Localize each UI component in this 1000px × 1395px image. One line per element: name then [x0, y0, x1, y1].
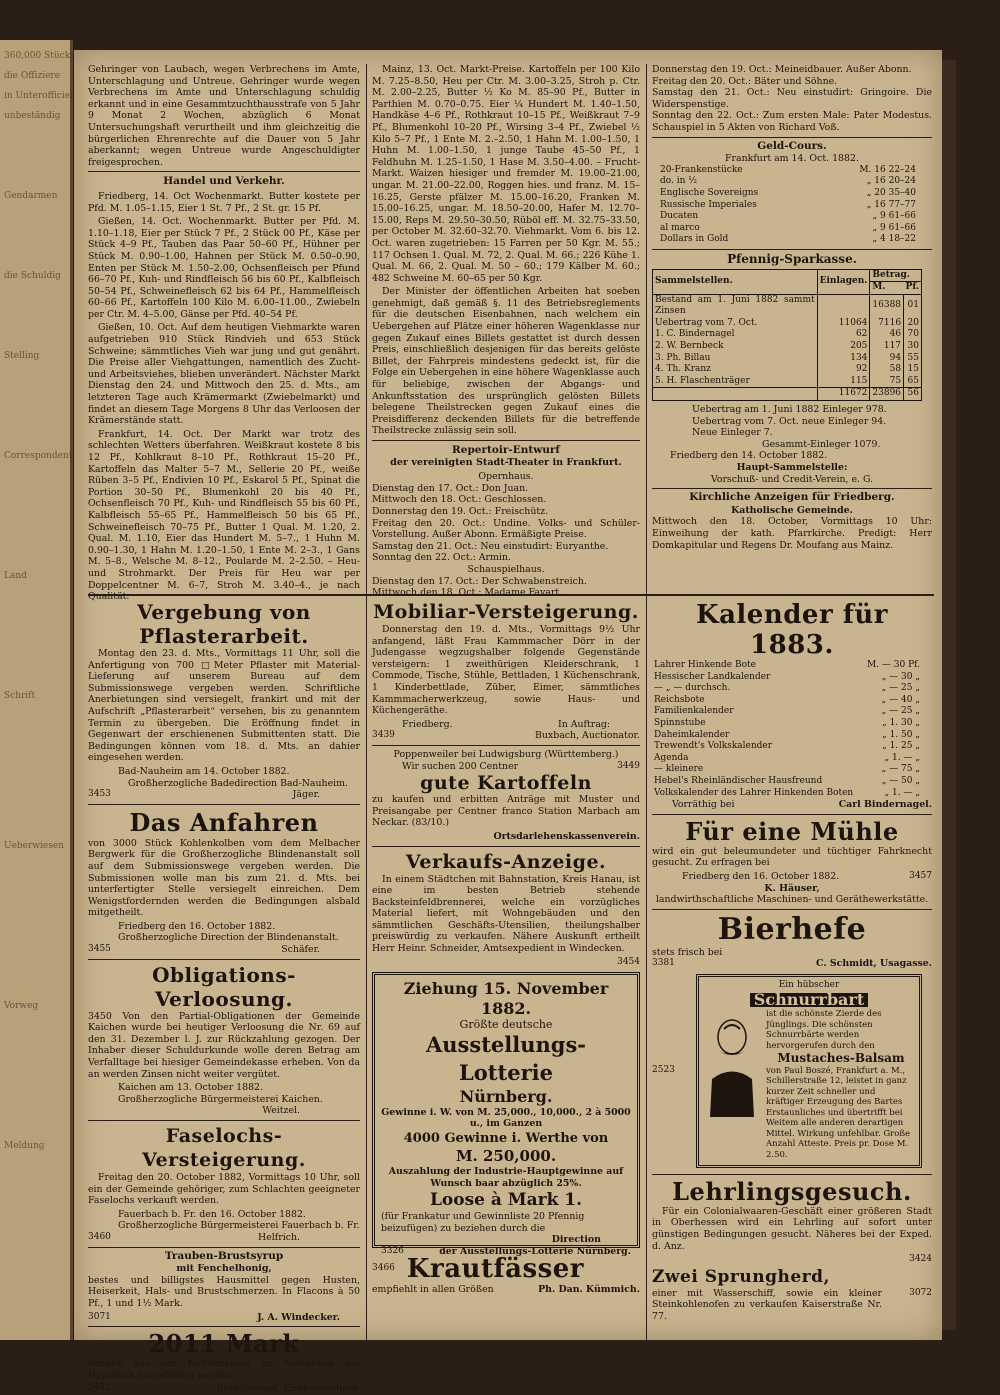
- muehle-date: Friedberg den 16. October 1882.: [682, 870, 840, 882]
- lotterie-amount: M. 250,000.: [455, 1147, 557, 1166]
- kalender-item: — kleinere: [654, 764, 704, 775]
- geld-value: „ 20 35–40: [866, 187, 916, 198]
- newspaper-page: [74, 50, 942, 1395]
- kirchliche-title: Kirchliche Anzeigen für Friedberg.: [689, 491, 895, 504]
- repertoire-title: Repertoir-Entwurf: [452, 444, 560, 456]
- spar-label: Bestand am 1. Juni 1882 sammt Zinsen: [653, 294, 818, 318]
- spar-row: [653, 294, 922, 318]
- divider: [88, 171, 360, 172]
- ad-number: 3071: [88, 1311, 111, 1322]
- kraut-title: Krautfässer: [406, 1254, 585, 1285]
- opern-line: Dienstag den 17. Oct.: Don Juan.: [372, 482, 529, 494]
- haupt-sammelstelle-name: Vorschuß- und Credit-Verein, e. G.: [710, 473, 874, 485]
- lotterie-bestellung: (für Frankatur und Gewinnliste 20 Pfennig beizufügen) zu beziehen durch die: [381, 1211, 585, 1234]
- spar-summary: Uebertrag vom 7. Oct. neue Einleger 94.: [692, 415, 887, 427]
- geld-row: [658, 211, 918, 223]
- trauben-name: J. A. Windecker.: [257, 1311, 340, 1323]
- ads-right-column: [652, 600, 932, 1323]
- obligations-text: 3450 Von den Partial-Obligationen der Gemeinde Kaichen wurde bei heutiger Verloosung die Nr. 69 auf den 31. Dezember l. J. zur Rückzahlung gezogen. Der Inhaber dieser Schuldurkunde wolle deren Betrag am Verfalltage bei hiesiger Gemeindekasse erheben. Von da an werden Zinsen nicht weiter vergütet.: [88, 1010, 360, 1080]
- spar-label: Uebertrag vom 7. Oct.: [653, 318, 818, 330]
- obligations-name: Weitzel.: [262, 1105, 300, 1117]
- kalender-row: [652, 776, 922, 788]
- ad-number: 3466: [372, 1263, 395, 1274]
- column-rule: [646, 64, 647, 594]
- spar-mark: 46: [870, 329, 904, 341]
- pflaster-signatory: Großherzogliche Badedirection Bad-Nauheim.: [128, 777, 349, 789]
- schnurr-top: Ein hübscher: [778, 979, 840, 990]
- spar-label: 4. Th. Kranz: [653, 364, 818, 376]
- spar-pfennig: 30: [907, 341, 919, 352]
- spar-pfennig: 70: [907, 329, 919, 340]
- faselochs-signatory: Großherzogliche Bürgermeisterei Fauerbach b. Fr.: [118, 1220, 360, 1232]
- kalender-table: [652, 660, 922, 799]
- previous-page-edge: 360,000 Stück die Offiziere in Unterofficier unbeständig Gendarmen die Schuldig Stelling Correspondent Land Schrift Ueberwiesen Vorweg Meldung: [0, 40, 73, 1340]
- spar-einlagen: [817, 294, 870, 318]
- kalender-price: „ 1. 50 „: [882, 729, 920, 740]
- theatre-line: Sonntag den 22. Oct.: Zum ersten Male: Pater Modestus. Schauspiel in 5 Akten von Richard Voß.: [652, 110, 932, 133]
- sparkasse-title: Pfennig-Sparkasse.: [727, 251, 857, 266]
- kalender-price: „ — 50 „: [881, 775, 920, 786]
- lotterie-title: Ausstellungs-Lotterie: [426, 1031, 586, 1085]
- sprungherd-title: Zwei Sprungherd,: [652, 1266, 830, 1287]
- lotterie-signatory: der Ausstellungs-Lotterie Nürnberg.: [439, 1246, 631, 1257]
- kalender-price: „ 1. — „: [884, 752, 920, 763]
- divider: [652, 249, 932, 250]
- geld-row: [658, 188, 918, 200]
- theatre-line: Donnerstag den 19. Oct.: Meineidbauer. Außer Abonn.: [652, 64, 912, 75]
- schnurrbart-ad: [696, 974, 922, 1168]
- divider: [652, 1174, 932, 1175]
- mobiliar-title: Mobiliar-Versteigerung.: [373, 601, 639, 623]
- kalender-item: — „ — durchsch.: [654, 683, 731, 694]
- mobiliar-text: Donnerstag den 19. d. Mts., Vormittags 9½ Uhr anfangend, läßt Frau Kammmacher Dörr in der Judengasse wegzugshalber folgende Gegenstände versteigern: 1 zweithürigen Kleiderschrank, 1 Commode, Tische, Stühle, Bettladen, 1 Küchenschrank, 1 Kinderbettlade, Züber, Eimer, sämmtliches Kammmacherwerkzeug, sowie Haus- und Küchengeräthe.: [372, 624, 640, 717]
- bierhefe-name: C. Schmidt, Usagasse.: [816, 958, 932, 970]
- section-heading-trade: Handel und Verkehr.: [163, 175, 285, 188]
- kalender-row: [652, 730, 922, 742]
- geld-cours-table: [658, 165, 918, 246]
- header-pf: Pf.: [905, 282, 919, 293]
- spar-row: [653, 318, 922, 330]
- geld-value: „ 16 20–24: [866, 176, 916, 187]
- divider: [88, 804, 360, 805]
- kalender-price: M. — 30 Pf.: [866, 660, 920, 670]
- faselochs-name: Helfrich.: [258, 1231, 300, 1243]
- kalender-price: „ — 40 „: [881, 694, 920, 705]
- opern-line: Freitag den 20. Oct.: Undine. Volks- und Schüler-Vorstellung. Außer Abonn. Ermäßigte Preise.: [372, 517, 640, 541]
- geld-name: 20-Frankenstücke: [660, 164, 743, 175]
- kalender-row: [652, 695, 922, 707]
- kalender-item: Agenda: [654, 752, 689, 763]
- pflaster-title: Vergebung von Pflasterarbeit.: [137, 600, 311, 648]
- lotterie-auszahlung: Auszahlung der Industrie-Hauptgewinne auf Wunsch baar abzüglich 25%.: [388, 1166, 624, 1189]
- trauben-title: Trauben-Brustsyrup: [164, 1249, 284, 1262]
- geld-name: Dollars in Gold: [660, 234, 729, 245]
- kartoffeln-signatory: Ortsdarlehenskassenverein.: [493, 830, 640, 842]
- mark-name: Bernitheusel, Kirchenrechner.: [216, 1383, 360, 1395]
- muehle-title: Für eine Mühle: [685, 816, 899, 846]
- spar-row: [653, 388, 922, 401]
- lotterie-ad: [372, 972, 640, 1257]
- mark-title: 2011 Mark: [148, 1329, 300, 1359]
- pflaster-date: Bad-Nauheim am 14. October 1882.: [118, 765, 290, 777]
- geld-row: [658, 223, 918, 235]
- obligations-signatory: Großherzogliche Bürgermeisterei Kaichen.: [118, 1093, 323, 1105]
- kraut-text: empfiehlt in allen Größen: [372, 1284, 494, 1296]
- geld-name: al marco: [660, 222, 700, 233]
- column-1: [88, 64, 360, 605]
- kalender-price: „ — 25 „: [881, 683, 920, 694]
- header-sammelstellen: Sammelstellen.: [653, 269, 818, 294]
- anfahren-name: Schäfer.: [281, 944, 320, 956]
- lehrling-title: Lehrlingsgesuch.: [672, 1176, 912, 1206]
- lotterie-city: Nürnberg.: [459, 1086, 553, 1106]
- kalender-item: Spinnstube: [654, 717, 706, 728]
- court-report: Gehringer von Laubach, wegen Verbrechens im Amte, Unterschlagung und Untreue. Gehringer wurde wegen Verbrechens im Amte und Unterschlagung schuldig erkannt und in eine Gesammtzuchthausstrafe von 5 Jahr 9 Monat 2 Wochen, abzüglich 6 Monat Untersuchungshaft verurtheilt und ihm gleichzeitig die bürgerlichen Ehrenrechte auf die Dauer von 5 Jahr aberkannt; wegen Untreue wurde Angeschuldigter freigesprochen.: [88, 64, 360, 168]
- kalender-item: Trewendt's Volkskalender: [654, 741, 773, 752]
- divider: [652, 814, 932, 815]
- lotterie-subtitle: Größte deutsche: [459, 1018, 553, 1032]
- spar-summary: Uebertrag am 1. Juni 1882 Einleger 978.: [692, 404, 887, 416]
- anfahren-title: Das Anfahren: [129, 807, 319, 837]
- spar-pfennig: 01: [907, 300, 919, 311]
- kalender-item: Reichsbote: [654, 694, 705, 705]
- spar-row: [653, 376, 922, 388]
- divider: [88, 1326, 360, 1327]
- trauben-text: bestes und billigstes Hausmittel gegen Husten, Heiserkeit, Hals- und Brustschmerzen. In Flacons à 50 Pf., 1 und 1½ Mark.: [88, 1274, 360, 1309]
- geld-value: „ 9 61–66: [872, 211, 916, 222]
- sprungherd-text: einer mit Wasserschiff, sowie ein kleiner Steinkohlenofen zu verkaufen Kaiserstraße Nr. 77.: [652, 1287, 882, 1323]
- spar-label: 2. W. Bernbeck: [653, 341, 818, 353]
- divider: [652, 137, 932, 138]
- spar-row: [653, 329, 922, 341]
- ad-number: 3072: [909, 1287, 932, 1298]
- column-2: [372, 64, 640, 599]
- poppenweiler-line2: Wir suchen 200 Centner: [402, 760, 519, 772]
- bierhefe-title: Bierhefe: [717, 911, 867, 947]
- kalender-row: [652, 660, 922, 672]
- header-m: M.: [872, 282, 886, 293]
- opernhaus-heading: Opernhaus.: [478, 471, 534, 483]
- trauben-subtitle: mit Fenchelhonig,: [176, 1263, 272, 1275]
- ad-number: 3455: [88, 944, 111, 955]
- kalender-item: Lahrer Hinkende Bote: [654, 660, 756, 670]
- man-portrait-icon: [702, 1009, 762, 1119]
- kalender-row: [652, 753, 922, 765]
- kalender-item: Familienkalender: [654, 706, 734, 717]
- ad-number: 3454: [617, 956, 640, 967]
- spar-label: 1. C. Bindernagel: [653, 329, 818, 341]
- opern-line: Mittwoch den 18. Oct.: Geschlossen.: [372, 494, 547, 506]
- column-rule: [646, 596, 647, 1340]
- kalender-item: Daheimkalender: [654, 729, 730, 740]
- schnurr-balsam: Mustaches-Balsam: [777, 1051, 905, 1066]
- spar-einlagen: 62: [817, 329, 870, 341]
- schnurr-title: Schnurrbart: [750, 993, 868, 1007]
- schau-line: Dienstag den 17. Oct.: Der Schwabenstreich.: [372, 575, 587, 587]
- kraut-name: Ph. Dan. Kümmich.: [538, 1284, 640, 1296]
- ad-number: 3424: [909, 1254, 932, 1265]
- kalender-row: [652, 718, 922, 730]
- pflaster-text: Montag den 23. d. Mts., Vormittags 11 Uhr, soll die Anfertigung von 700 □Meter Pflaster mit Material-Lieferung auf unserem Bureau auf dem Submissionswege vergeben werden. Schriftliche Anerbietungen sind versiegelt, frankirt und mit der Aufschrift „Pflasterarbeit“ versehen, bis zu genanntem Termin zu übergeben. Die Eröffnung findet in Gegenwart der erschienenen Submittenten statt. Die Bedingungen können vom 18. d. Mts. an dahier eingesehen werden.: [88, 648, 360, 764]
- spar-pfennig: 55: [907, 352, 919, 363]
- ad-number: 3452: [88, 1383, 111, 1394]
- kalender-price: „ — 25 „: [881, 706, 920, 717]
- spar-date: Friedberg den 14. October 1882.: [670, 450, 828, 462]
- lotterie-gewinne: Gewinne i. W. von M. 25,000., 10,000., 2 à 5000 u., im Ganzen: [381, 1106, 631, 1130]
- spar-einlagen: 92: [817, 364, 870, 376]
- schauspielhaus-heading: Schauspielhaus.: [467, 563, 545, 575]
- spar-summary: Gesammt-Einleger 1079.: [762, 438, 881, 450]
- spar-row: [653, 341, 922, 353]
- spar-mark: 75: [870, 376, 904, 388]
- geld-cours-date: Frankfurt am 14. Oct. 1882.: [725, 153, 859, 165]
- market-report: Mainz, 13. Oct. Markt-Preise. Kartoffeln per 100 Kilo M. 7.25–8.50, Heu per Ctr. M. 3.00–3.25, Stroh p. Ctr. M. 2.00–2.25, Butter ½ Ko M. 85–90 Pf., Butter in Parthien M. 0.70–0.75. Eier ¼ Hundert M. 1.40–1.50, Handkäse 4–6 Pf., Rothkraut 10–15 Pf., Weißkraut 7–9 Pf., Blumenkohl 10–20 Pf., Wirsing 3–4 Pf., Zwiebel ½ Kilo 5–7 Pf., 1 Ente M. 2.–2.50, 1 Hahn M. 1.00–1.50, 1 Huhn M. 1.00–1.50, 1 junge Taube 45–50 Pf., 1 Feldhuhn M. 1.25–1.50, 1 Hase M. 3.50–4.00. – Frucht-Markt. Waizen hiesiger und fremder M. 19.00–21.00, ungar. M. 21.00–22.00, Roggen hies. und franz. M. 15–16.25, Gerste pfälzer M. 15.00–16.20, Franken M. 15.00–16.25, ungar. M. 18.50–20.00, Hafer M. 12.70–15.00, Reps M. 29.50–30.50, Rüböl eff. M. 32.75–33.50, per October M. 32.60–32.70. Viehmarkt. Vom 6. bis 12. Oct. waren zugetrieben: 15 Farren per 50 Kgr. M. 55.; 117 Ochsen 1. Qual. M. 72, 2. Qual. M. 66.; 226 Kühe 1. Qual. M. 66, 2. Qual. M. 50 – 60.; 179 Kälber M. 60.; 482 Schweine M. 60–65 per 50 Kgr.: [372, 64, 640, 284]
- mobiliar-location: Friedberg.: [402, 718, 453, 730]
- lotterie-direction: Direction: [551, 1234, 601, 1246]
- geld-name: Russische Imperiales: [660, 199, 757, 210]
- ads-middle-column: [372, 600, 640, 1296]
- kartoffeln-text: zu kaufen und erbitten Anträge mit Muster und Preisangabe per Centner franco Station Marbach am Neckar. (83/10.): [372, 794, 640, 829]
- anfahren-signatory: Großherzogliche Direction der Blindenanstalt.: [118, 932, 339, 944]
- geld-row: [658, 234, 918, 246]
- spar-summary: Neue Einleger 7.: [692, 427, 773, 439]
- spar-mark: 117: [870, 341, 904, 353]
- schau-line: Mittwoch den 18. Oct.: Madame Favart.: [372, 587, 563, 599]
- anfahren-date: Friedberg den 16. October 1882.: [118, 920, 276, 932]
- divider: [88, 1247, 360, 1248]
- muehle-name: K. Häuser,: [764, 882, 820, 894]
- faselochs-date: Fauerbach b. Fr. den 16. October 1882.: [118, 1208, 306, 1220]
- spar-einlagen: 134: [817, 353, 870, 365]
- spar-einlagen: 11672: [817, 388, 870, 401]
- kalender-price: „ — 30 „: [881, 671, 920, 682]
- spar-pfennig: 56: [907, 388, 919, 399]
- geld-row: [658, 200, 918, 212]
- ads-left-column: [88, 600, 360, 1395]
- lotterie-loose: Loose à Mark 1.: [429, 1190, 583, 1211]
- divider: [652, 909, 932, 910]
- ad-number: 3449: [617, 760, 640, 771]
- divider: [372, 745, 640, 746]
- spar-mark: 7116: [870, 318, 904, 330]
- faselochs-text: Freitag den 20. October 1882, Vormittags 10 Uhr, soll ein der Gemeinde gehöriger, zum Schlachten geeigneter Faselochs verkauft werden.: [88, 1172, 360, 1207]
- column-rule: [366, 64, 367, 594]
- obligations-date: Kaichen am 13. October 1882.: [118, 1082, 263, 1094]
- geld-value: „ 4 18–22: [872, 234, 916, 245]
- opern-line: Sonntag den 22. Oct.: Armin.: [372, 552, 511, 564]
- kalender-row: [652, 672, 922, 684]
- kalender-title: Kalender für 1883.: [695, 600, 889, 660]
- kalender-row: [652, 741, 922, 753]
- schnurr-maker: von Paul Boszé, Frankfurt a. M., Schillerstraße 12, leistet in ganz kurzer Zeit schneller und kräftiger Erzeugung des Bartes Erstaunliches und übertrifft bei Weitem alle anderen derartigen Mittel. Wirkung unfehlbar. Große Anzahl Atteste. Preis pr. Dose M. 2.50.: [766, 1065, 911, 1160]
- spar-einlagen: 115: [817, 376, 870, 388]
- mark-text: können aus der Kirchenkasse zu Assenheim auf Hypothek ausgeliehen werden.: [88, 1358, 360, 1381]
- verkauf-title: Verkaufs-Anzeige.: [405, 850, 607, 873]
- ad-number: 3439: [372, 730, 395, 741]
- ad-number: 3453: [88, 789, 111, 800]
- spar-label: 3. Ph. Billau: [653, 353, 818, 365]
- ad-number: 3457: [909, 870, 932, 881]
- kirchliche-subtitle: Katholische Gemeinde.: [731, 504, 853, 516]
- kalender-price: „ — 75 „: [881, 764, 920, 775]
- schnurr-text: ist die schönste Zierde des Jünglings. Die schönsten Schnurrbärte werden hervorgerufen durch den: [766, 1009, 882, 1051]
- bierhefe-text: stets frisch bei: [652, 946, 723, 958]
- kalender-name: Carl Bindernagel.: [838, 799, 932, 811]
- muehle-text: wird ein gut beleumundeter und tüchtiger Fahrknecht gesucht. Zu erfragen bei: [652, 845, 932, 869]
- divider: [372, 440, 640, 441]
- pflaster-name: Jäger.: [292, 789, 320, 801]
- kalender-price: „ 1. 30 „: [882, 717, 920, 728]
- spar-mark: 58: [870, 364, 904, 376]
- spar-einlagen: 205: [817, 341, 870, 353]
- kalender-row: [652, 706, 922, 718]
- market-report: Friedberg, 14. Oct Wochenmarkt. Butter kostete per Pfd. M. 1.05–1.15, Eier 1 St. 7 Pf., 2 St. gr. 15 Pf.: [88, 190, 360, 214]
- mobiliar-name: Buxbach, Auctionator.: [535, 730, 640, 742]
- market-report: Gießen, 10. Oct. Auf dem heutigen Viehmarkte waren aufgetrieben 910 Stück Rindvieh und 653 Stück Schweine; sämmtliches Vieh war jung und gut genährt. Die Preise aller Viehgattungen, namentlich des Zucht- und Arbeitsviehes, blieben unverändert. Nächster Markt Dienstag den 24. und Mittwoch den 25. d. Mts., am letzteren Tage auch Krämermarkt (Zwiebelmarkt) und findet an diesem Tage Morgens 8 Uhr das Verloosen der Krämerstände statt.: [88, 322, 360, 427]
- ad-number: 3460: [88, 1231, 111, 1242]
- theatre-line: Freitag den 20. Oct.: Bäter und Söhne.: [652, 75, 838, 87]
- railway-notice: Der Minister der öffentlichen Arbeiten hat soeben genehmigt, daß gemäß §. 11 des Betriebsreglements für die deutschen Eisenbahnen, nach welchem ein Uebergehen auf Plätze einer höheren Wagenklasse nur gegen Zukauf eines Billets gestattet ist durch dessen Preis, einschließlich desjenigen für das bereits gelöste Billet, der Fahrpreis mindestens gedeckt ist, für die Folge ein Uebergehen in eine höhere Wagenklasse auch für beliebige, zwischen der Abgangs- und Ankunftsstation des ursprünglich gelösten Billets belegene Theilstrecken gegen Zukauf eines die Preisdifferenz deckenden Billets für die betreffende Theilstrecke zulässig sein soll.: [372, 286, 640, 437]
- poppenweiler-line: Poppenweiler bei Ludwigsburg (Württemberg.): [393, 748, 619, 760]
- kirchliche-text: Mittwoch den 18. October, Vormittags 10 Uhr: Einweihung der kath. Pfarrkirche. Predigt: Herr Domkapitular und Regens Dr. Moufang aus Mainz.: [652, 516, 932, 551]
- market-report: Gießen, 14. Oct. Wochenmarkt. Butter per Pfd. M. 1.10–1.18, Eier per Stück 7 Pf., 2 Stück 00 Pf., Käse per Stück 4–9 Pf., Tauben das Paar 50–60 Pf., Hühner per Stück M. 0.90–1.00, Hahnen per Stück M. 0.50–0.90, Enten per Stück M. 1.50–2.00, Ochsenfleisch per Pfund 66–70 Pf., Kuh- und Rindfleisch 56 bis 60 Pf., Kalbfleisch 50–54 Pf., Schweinefleisch 62 bis 64 Pf., Hammelfleisch 60–66 Pf., Kartoffeln 100 Kilo M. 6.00–11.00., Zwiebeln per Ctr. M. 4–5.00, Gänse per Pfd. 40–54 Pf.: [88, 216, 360, 320]
- spar-label: 5. H. Flaschenträger: [653, 376, 818, 388]
- geld-row: [658, 165, 918, 177]
- divider: [652, 488, 932, 489]
- mobiliar-auftrag: In Auftrag:: [558, 718, 610, 730]
- lehrling-text: Für ein Colonialwaaren-Geschäft einer größeren Stadt in Oberhessen wird ein Lehrling auf sofort unter günstigen Bedingungen gesucht. Näheres bei der Exped. d. Anz.: [652, 1205, 932, 1252]
- spar-row: [653, 364, 922, 376]
- spar-pfennig: 15: [907, 364, 919, 375]
- kalender-row: [652, 764, 922, 776]
- divider: [88, 1120, 360, 1121]
- divider: [88, 959, 360, 960]
- spar-mark: 94: [870, 353, 904, 365]
- geld-value: M. 16 22–24: [859, 164, 916, 175]
- market-report: Frankfurt, 14. Oct. Der Markt war trotz des schlechten Wetters überfahren. Weißkraut kostete 8 bis 12 Pf., Kohlkraut 8–10 Pf., Rothkraut 15–20 Pf., Kartoffeln das Malter 5–7 M., Sellerie 20 Pf., weiße Rüben 3–5 Pf., Endivien 10 Pf., Eskarol 5 Pf., Spinat die Portion 30–50 Pf., Blumenkohl 20 bis 40 Pf., Ochsenfleisch 70 Pf., Kuh- und Rindfleisch 55 bis 60 Pf., Kalbfleisch 55–65 Pf., Hammelfleisch 50 bis 65 Pf., Schweinefleisch 70–75 Pf., Butter 1 Qual. M. 1.20, 2. Qual. M. 1.10, Eier das Hundert M. 5–7., 1 Huhn M. 0.90–1.30, 1 Hahn M. 1.20–1.50, 1 Ente M. 2–3., 1 Gans M. 5–8., Welsche M. 8–12., Poularde M. 2–2.50. – Heu- und Strohmarkt. Der Preis für Heu war per Doppelcentner M. 6–7, Stroh M. 3.40–4., je nach Qualität.: [88, 428, 360, 603]
- kalender-item: Hebel's Rheinländischer Hausfreund: [654, 775, 823, 786]
- kalender-vorraetig: Vorräthig bei: [672, 799, 735, 811]
- faselochs-title: Faselochs-Versteigerung.: [142, 1125, 306, 1171]
- opern-line: Donnerstag den 19. Oct.: Freischütz.: [372, 505, 549, 517]
- header-betrag: Betrag.: [872, 269, 910, 280]
- ad-number: 3381: [652, 958, 675, 969]
- spar-label: [653, 388, 818, 401]
- spar-einlagen: 11064: [817, 318, 870, 330]
- spar-mark: 23896: [870, 388, 904, 401]
- ad-number: 2523: [652, 1065, 675, 1076]
- obligations-title: Obligations-Verloosung.: [152, 962, 296, 1011]
- ad-number: 3326: [381, 1246, 404, 1256]
- verkauf-text: In einem Städtchen mit Bahnstation, Kreis Hanau, ist eine im besten Betrieb stehende Backsteinfeldbrennerei, welche ein vorzügliches Material liefert, mit Wohngebäuden und den sämmtlichen Geschäfts-Utensilien, theilungshalber preiswürdig zu verkaufen. Nähere Auskunft ertheilt Herr Heinr. Schneider, Amtsexpedient in Windecken.: [372, 873, 640, 955]
- kalender-row: [652, 788, 922, 800]
- spar-pfennig: 65: [907, 375, 919, 386]
- kalender-price: „ 1. — „: [884, 787, 920, 798]
- sparkasse-table: [652, 269, 922, 402]
- kalender-row: [652, 683, 922, 695]
- divider: [372, 846, 640, 847]
- spar-mark: 16388: [870, 294, 904, 318]
- column-3: [652, 64, 932, 553]
- geld-name: Englische Sovereigns: [660, 187, 759, 198]
- page-edge-shadow: [942, 60, 956, 1330]
- lotterie-date: Ziehung 15. November 1882.: [403, 979, 609, 1019]
- geld-cours-title: Geld-Cours.: [757, 139, 827, 152]
- geld-row: [658, 176, 918, 188]
- kalender-item: Hessischer Landkalender: [654, 671, 771, 682]
- geld-value: „ 16 77–77: [866, 199, 916, 210]
- kalender-item: Volkskalender des Lahrer Hinkenden Boten: [654, 787, 854, 798]
- header-einlagen: Einlagen.: [817, 269, 870, 294]
- spar-row: [653, 353, 922, 365]
- haupt-sammelstelle: Haupt-Sammelstelle:: [736, 462, 848, 473]
- geld-value: „ 9 61–66: [872, 222, 916, 233]
- theatre-line: Samstag den 21. Oct.: Neu einstudirt: Gringoire. Die Widerspenstige.: [652, 87, 932, 110]
- repertoire-subtitle: der vereinigten Stadt-Theater in Frankfurt.: [390, 456, 622, 468]
- lotterie-count: 4000 Gewinne i. Werthe von: [403, 1131, 609, 1147]
- column-rule: [366, 596, 367, 1340]
- muehle-subtitle: landwirthschaftliche Maschinen- und Geräthewerkstätte.: [655, 894, 929, 906]
- spar-pfennig: 20: [907, 317, 919, 328]
- geld-name: Ducaten: [660, 211, 699, 222]
- anfahren-text: von 3000 Stück Kohlenkolben vom dem Melbacher Bergwerk für die Großherzogliche Blindenanstalt soll auf dem Submissionswege vergeben werden. Die Submissionen wolle man bis zum 21. d. Mts. bei unterfertigter Stelle versiegelt einreichen. Dem Wenigstfordernden werden die Bedingungen alsbald mitgetheilt.: [88, 837, 360, 919]
- kartoffeln-title: gute Kartoffeln: [420, 772, 592, 795]
- geld-name: do. in ½: [660, 176, 698, 187]
- schnurr-text-block: [766, 1009, 916, 1160]
- kalender-price: „ 1. 25 „: [882, 741, 920, 752]
- opern-line: Samstag den 21. Oct.: Neu einstudirt: Euryanthe.: [372, 540, 609, 552]
